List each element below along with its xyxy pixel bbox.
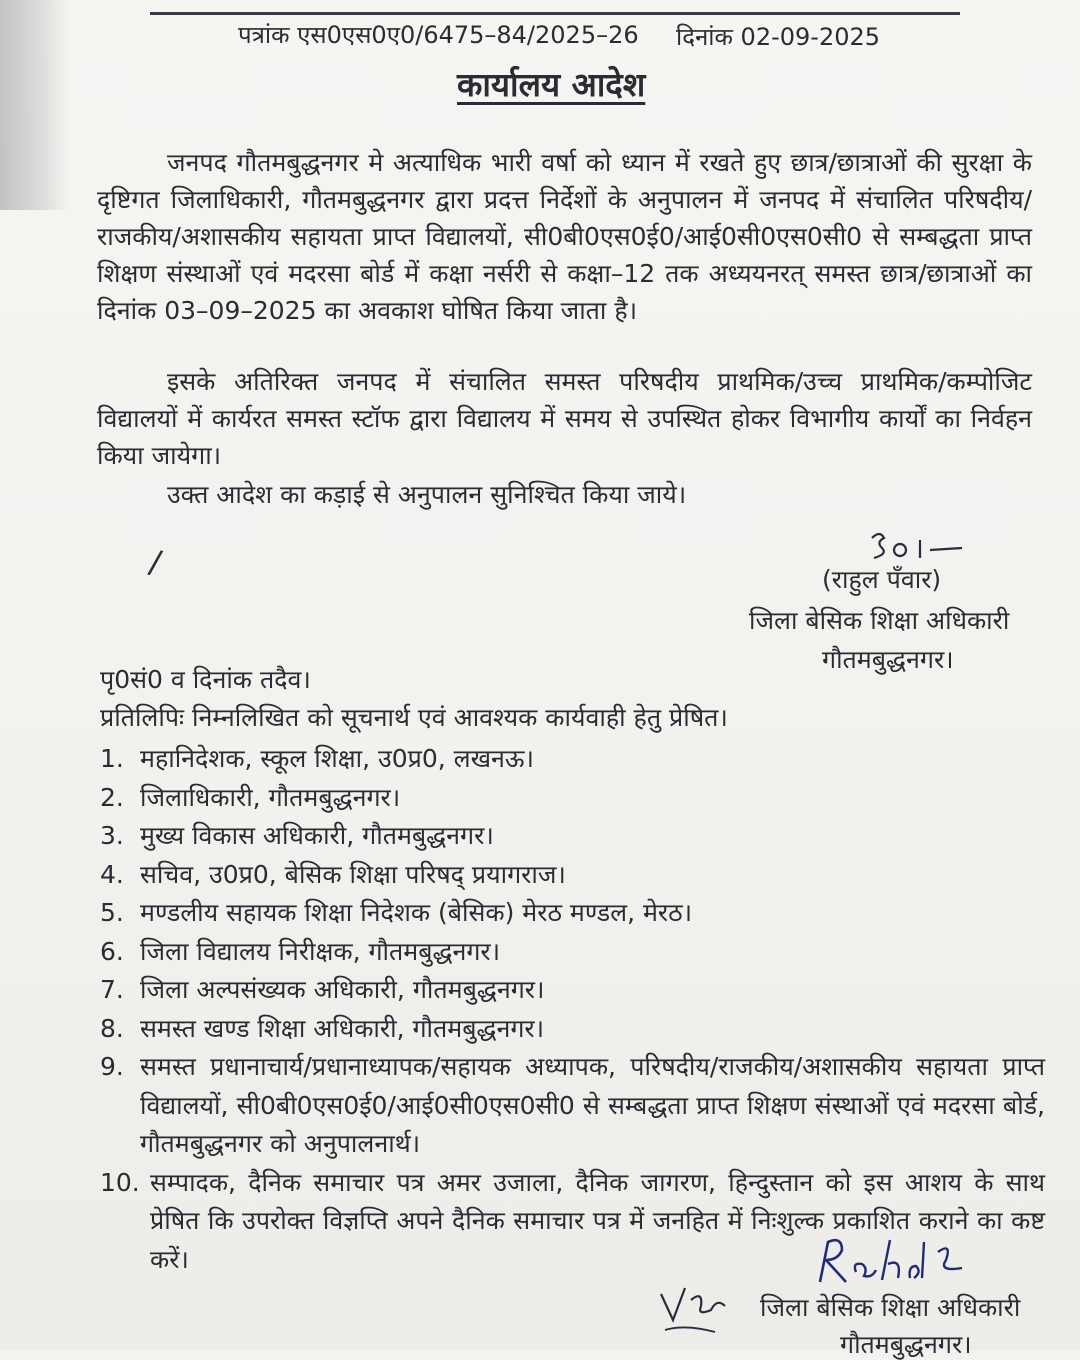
handwritten-signature [812,1232,972,1292]
signatory-designation: जिला बेसिक शिक्षा अधिकारी [749,606,1010,635]
letterhead-rule [150,0,960,15]
copy-to-heading: प्रतिलिपिः निम्नलिखित को सूचनार्थ एवं आवश्यक कार्यवाही हेतु प्रेषित। [100,703,728,732]
photo-shadow [0,0,70,210]
reference-number: पत्रांक एस0एस0ए0/6475–84/2025–26 [238,21,639,49]
handwritten-signed-mark [866,528,976,568]
initials-mark [655,1280,745,1340]
signatory-place: गौतमबुद्धनगर। [822,645,954,674]
copy-recipient-list [100,740,1045,1279]
footer-designation: जिला बेसिक शिक्षा अधिकारी [760,1293,1021,1322]
check-mark-icon: / [146,542,165,582]
paragraph-2: इसके अतिरिक्त जनपद में संचालित समस्त परिषदीय प्राथमिक/उच्च प्राथमिक/कम्पोजिट विद्यालयों में कार्यरत समस्त स्टॉफ द्वारा विद्यालय में समय से उपस्थित होकर विभागीय कार्यों का निर्वहन किया जायेगा। [97,367,1032,470]
list-item: 9. समस्त प्रधानाचार्य/प्रधानाध्यापक/सहायक अध्यापक, परिषदीय/राजकीय/अशासकीय सहायता प्राप्त विद्यालयों, सी0बी0एस0ई0/आई0सी0एस0सी0 से सम्बद्धता प्राप्त शिक्षण संस्थाओं एवं मदरसा बोर्ड, गौतमबुद्धनगर को अनुपालनार्थ। [100,1052,1045,1158]
endorsement-line: पृ0सं0 व दिनांक तदैव। [100,665,311,694]
list-item: 4. सचिव, उ0प्र0, बेसिक शिक्षा परिषद् प्रयागराज। [100,859,566,889]
list-item: 8. समस्त खण्ड शिक्षा अधिकारी, गौतमबुद्धनगर। [100,1013,545,1043]
list-item: 10. सम्पादक, दैनिक समाचार पत्र अमर उजाला, दैनिक जागरण, हिन्दुस्तान को इस आशय के साथ प्रेषित कि उपरोक्त विज्ञप्ति अपने दैनिक समाचार पत्र में जनहित में निःशुल्क प्रकाशित कराने का कष्ट करें। [100,1167,1045,1274]
list-item: 1. महानिदेशक, स्कूल शिक्षा, उ0प्र0, लखनऊ। [100,744,535,773]
page-title: कार्यालय आदेश [457,65,646,104]
list-item: 6. जिला विद्यालय निरीक्षक, गौतमबुद्धनगर। [100,936,501,966]
list-item: 3. मुख्य विकास अधिकारी, गौतमबुद्धनगर। [100,821,494,850]
paragraph-3: उक्त आदेश का कड़ाई से अनुपालन सुनिश्चित किया जाये। [167,480,687,509]
list-item: 5. मण्डलीय सहायक शिक्षा निदेशक (बेसिक) मेरठ मण्डल, मेरठ। [100,898,693,927]
issue-date: दिनांक 02-09-2025 [676,23,881,51]
paragraph-1: जनपद गौतमबुद्धनगर मे अत्याधिक भारी वर्षा को ध्यान में रखते हुए छात्र/छात्राओं की सुरक्षा के दृष्टिगत जिलाधिकारी, गौतमबुद्धनगर द्वारा प्रदत्त निर्देशों के अनुपालन में जनपद में संचालित परिषदीय/राजकीय/अशासकीय सहायता प्राप्त विद्यालयों, सी0बी0एस0ई0/आई0सी0एस0सी0 से सम्बद्धता प्राप्त शिक्षण संस्थाओं एवं मदरसा बोर्ड में कक्षा नर्सरी से कक्षा–12 तक अध्ययनरत् समस्त छात्र/छात्राओं का दिनांक 03–09–2025 का अवकाश घोषित किया जाता है। [97,148,1032,325]
list-item: 7. जिला अल्पसंख्यक अधिकारी, गौतमबुद्धनगर। [100,975,545,1004]
signatory-name: (राहुल पँवार) [822,565,942,594]
list-item: 2. जिलाधिकारी, गौतमबुद्धनगर। [100,782,401,812]
footer-place: गौतमबुद्धनगर। [840,1330,972,1359]
